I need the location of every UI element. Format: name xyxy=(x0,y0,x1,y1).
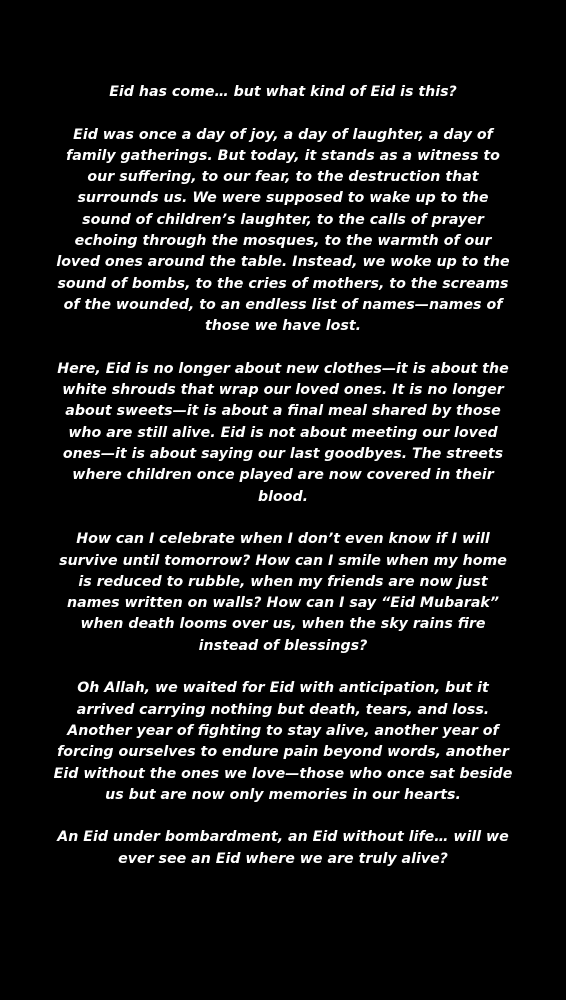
paragraph-title: Eid has come… but what kind of Eid is this? xyxy=(109,84,457,100)
paragraph-3: How can I celebrate when I don’t even know if I will survive until tomorrow? How can I smile when my home is reduced to rubble, when my friends are now just names written on walls? How can I say “Eid Mubarak” when death looms over us, when the sky rains fire instead of blessings? xyxy=(59,531,507,654)
paragraph-4: Oh Allah, we waited for Eid with anticipation, but it arrived carrying nothing but death, tears, and loss. Another year of fighting to stay alive, another year of forcing ourselves to endure pain beyond words, another Eid without the ones we love—those who once sat beside us but are now only memories in our hearts. xyxy=(53,680,513,803)
paragraph-5: An Eid under bombardment, an Eid without life… will we ever see an Eid where we are truly alive? xyxy=(57,829,509,867)
paragraph-1: Eid was once a day of joy, a day of laughter, a day of family gatherings. But today, it stands as a witness to our suffering, to our fear, to the destruction that surrounds us. We were supposed to wake up to the sound of children’s laughter, to the calls of prayer echoing through the mosques, to the warmth of our loved ones around the table. Instead, we woke up to the sound of bombs, to the cries of mothers, to the screams of the wounded, to an endless list of names—names of those we have lost. xyxy=(56,126,510,335)
story-text xyxy=(52,82,514,870)
paragraph-2: Here, Eid is no longer about new clothes—it is about the white shrouds that wrap our loved ones. It is no longer about sweets—it is about a final meal shared by those who are still alive. Eid is not about meeting our loved ones—it is about saying our last goodbyes. The streets where children once played are now covered in their blood. xyxy=(57,360,509,505)
